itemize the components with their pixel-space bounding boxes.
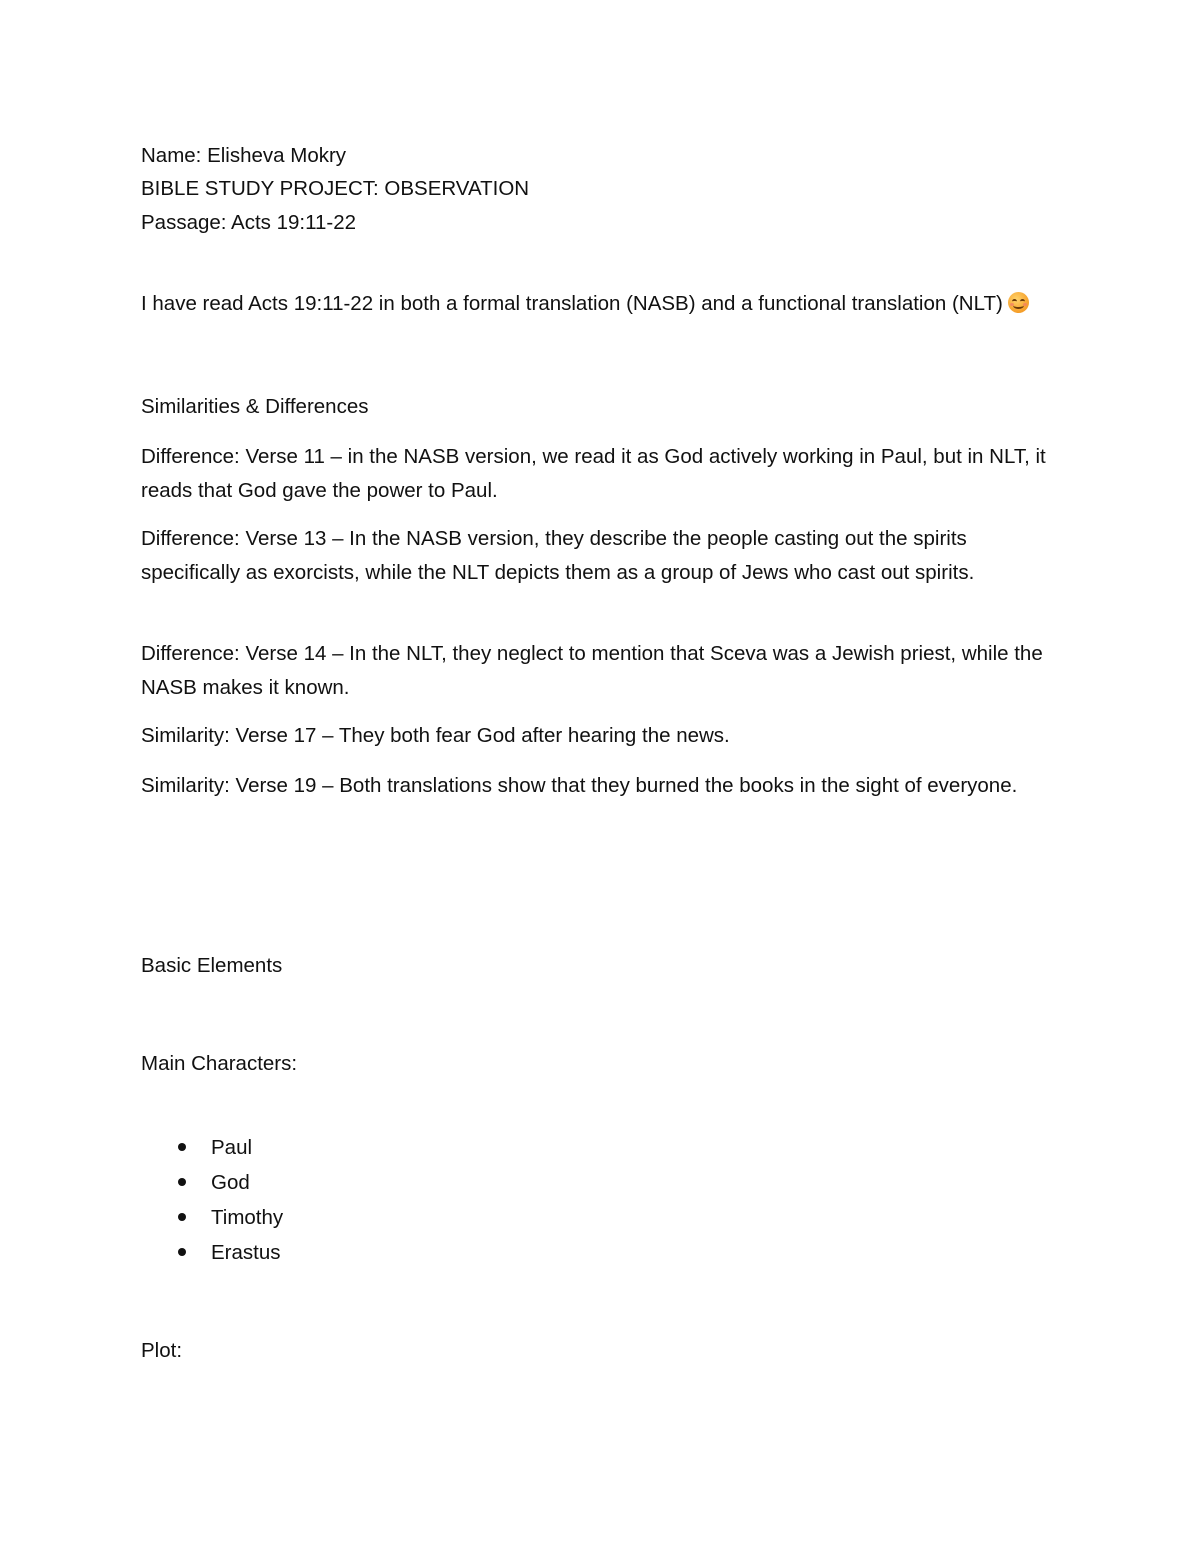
list-item — [141, 1130, 283, 1165]
main-characters-heading: Main Characters: — [141, 1052, 298, 1075]
intro-text: I have read Acts 19:11-22 in both a formal translation (NASB) and a functional translation (NLT) — [141, 292, 1003, 315]
character-name: Erastus — [211, 1241, 281, 1264]
comparison-item-5: Similarity: Verse 19 – Both translations show that they burned the books in the sight of everyone. — [141, 774, 1018, 797]
smiling-face-icon — [1008, 292, 1029, 313]
characters-list — [141, 1130, 283, 1270]
bullet-icon — [178, 1248, 186, 1256]
passage-reference: Passage: Acts 19:11-22 — [141, 211, 357, 234]
list-item — [141, 1165, 283, 1200]
comparison-heading: Similarities & Differences — [141, 395, 369, 418]
comparison-item-3: Difference: Verse 14 – In the NLT, they neglect to mention that Sceva was a Jewish priest, while the NASB makes it known. — [141, 642, 1043, 699]
comparison-item-1: Difference: Verse 11 – in the NASB version, we read it as God actively working in Paul, but in NLT, it reads that God gave the power to Paul. — [141, 445, 1046, 502]
basic-elements-heading: Basic Elements — [141, 954, 283, 977]
character-name: Paul — [211, 1136, 253, 1159]
intro-paragraph — [141, 287, 1051, 321]
comparison-item-2: Difference: Verse 13 – In the NASB version, they describe the people casting out the spirits specifically as exorcists, while the NLT depicts them as a group of Jews who cast out spirits. — [141, 527, 975, 584]
comparison-item-4: Similarity: Verse 17 – They both fear God after hearing the news. — [141, 724, 730, 747]
character-name: God — [211, 1171, 250, 1194]
bullet-icon — [178, 1213, 186, 1221]
project-title: BIBLE STUDY PROJECT: OBSERVATION — [141, 177, 530, 200]
list-item — [141, 1235, 283, 1270]
bullet-icon — [178, 1143, 186, 1151]
student-name: Name: Elisheva Mokry — [141, 144, 347, 167]
character-name: Timothy — [211, 1206, 284, 1229]
list-item — [141, 1200, 283, 1235]
bullet-icon — [178, 1178, 186, 1186]
plot-heading: Plot: — [141, 1339, 183, 1362]
